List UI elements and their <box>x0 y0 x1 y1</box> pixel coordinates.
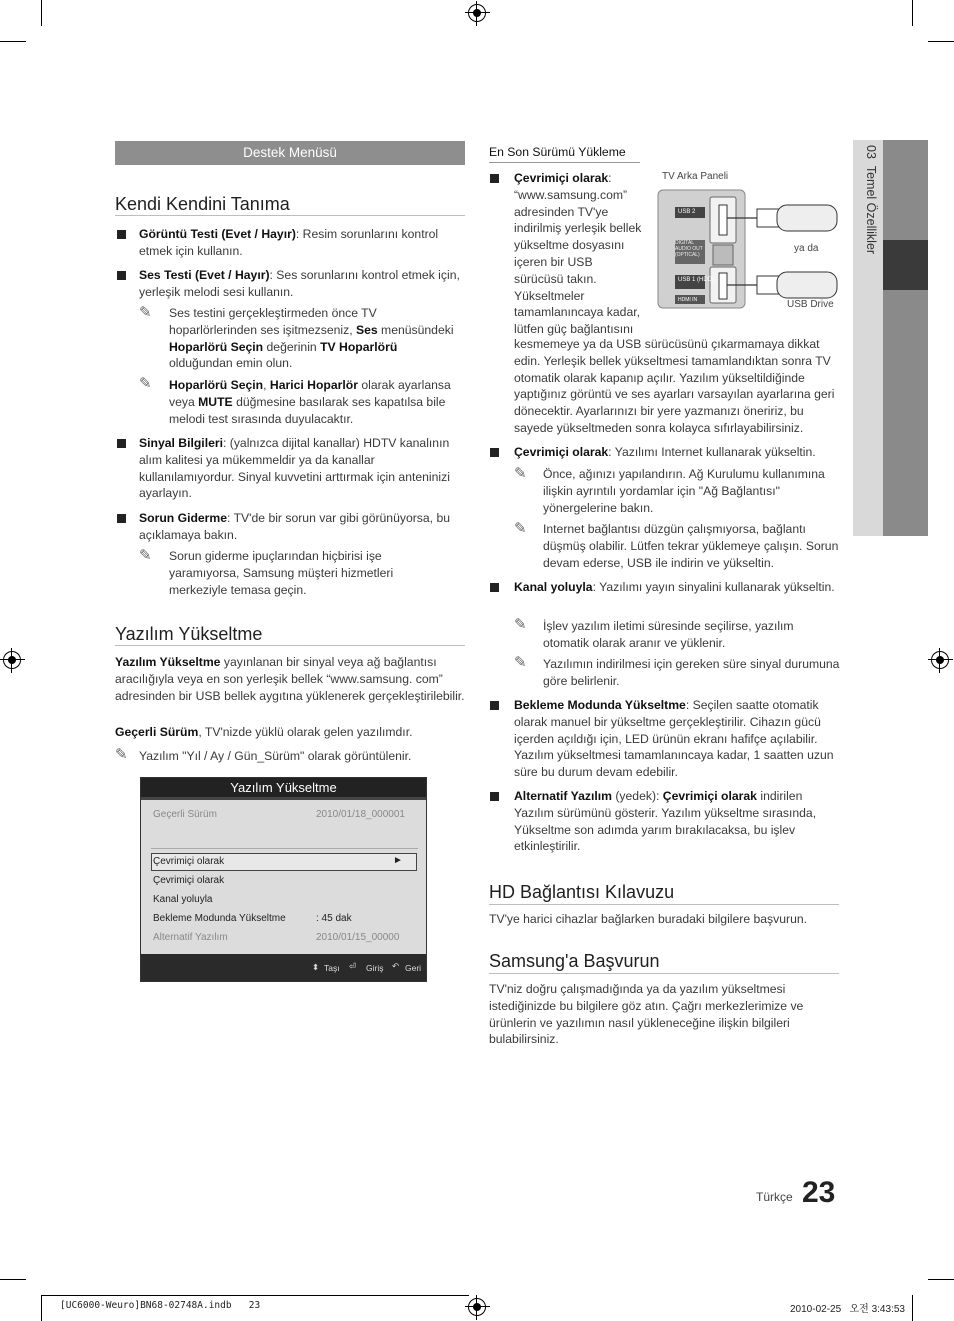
side-tab-marker <box>883 240 928 290</box>
osd-menu-item[interactable]: Çevrimiçi olarak <box>153 856 225 867</box>
section-title: Yazılım Yükseltme <box>115 624 263 644</box>
bullet-icon <box>490 792 499 801</box>
language-label: Türkçe <box>756 1190 793 1204</box>
note-pencil-icon: ✎ <box>514 654 527 671</box>
diagram-label: TV Arka Paneli <box>662 171 729 182</box>
note-pencil-icon: ✎ <box>139 304 152 321</box>
page-number: 23 <box>802 1176 836 1209</box>
return-icon: ↶ <box>392 961 400 971</box>
menu-bar: Destek Menüsü <box>115 141 465 165</box>
list-item: Bekleme Modunda Yükseltme: Seçilen saatte otomatik olarak manuel bir yükseltme gerçekleştirilir. Cihazın gücü içerden açıldığı için, LED ürünün ekranı hafifçe açılabilir. Yazılım yükseltmesi tamamlanıncaya kadar, 1 saatten uzun süre bu durum devam edebilir. <box>514 698 834 780</box>
divider <box>115 215 465 216</box>
registration-mark-icon <box>931 651 949 669</box>
bullet-icon <box>117 514 126 523</box>
port-label: HDMI IN <box>678 297 698 303</box>
osd-menu-item[interactable]: Çevrimiçi olarak <box>153 875 225 886</box>
side-tab-dark <box>883 140 928 536</box>
osd-menu-item[interactable]: Kanal yoluyla <box>153 894 213 905</box>
paragraph: TV'ye harici cihazlar bağlarken buradaki bilgilere başvurun. <box>489 912 808 926</box>
osd-title: Yazılım Yükseltme <box>141 778 426 797</box>
paragraph: Geçerli Sürüm, TV'nizde yüklü olarak gelen yazılımdır. <box>115 725 413 739</box>
list-item: Sinyal Bilgileri: (yalnızca dijital kanallar) HDTV kanalının alım kalitesi ya mükemmeldir ya da kanallar kullanılamıyordur. Sinyal kuvvetini arttırmak için anteninizi ayarlayın. <box>139 436 450 501</box>
crop-mark <box>0 41 26 42</box>
crop-mark <box>928 1279 954 1280</box>
diagram-label: ya da <box>794 243 819 254</box>
paragraph: Yazılım Yükseltme yayınlanan bir sinyal veya ağ bağlantısı aracılığıyla veya en son yerleşik bellek “www.samsung. com” adresinden bir USB bellek aygıtına yüklenerek gerçekleştirilebilir. <box>115 655 465 703</box>
list-item: Çevrimiçi olarak: Yazılımı Internet kullanarak yükseltin. <box>514 445 816 459</box>
port-label: USB 1 (HDD) <box>678 277 715 283</box>
note-pencil-icon: ✎ <box>514 616 527 633</box>
note-text: İşlev yazılım iletimi süresinde seçilirse, yazılım otomatik olarak aranır ve yüklenir. <box>543 619 794 650</box>
crop-mark <box>928 41 954 42</box>
note-text: Sorun giderme ipuçlarından hiçbirisi işe yaramıyorsa, Samsung müşteri hizmetleri merkeziyle temasa geçin. <box>169 549 394 597</box>
osd-arrow-icon: ► <box>393 855 403 866</box>
registration-mark-icon <box>468 4 486 22</box>
list-item: Çevrimiçi olarak: “www.samsung.com” adresinden TV'ye indirilmiş yerleşik bellek yükseltme dosyasını içeren bir USB sürücüsü takın. Yükseltmeler tamamlanıncaya kadar, lütfen güç bağlantısını <box>514 171 642 337</box>
diagram-label: USB Drive <box>787 299 834 310</box>
osd-menu-item: Alternatif Yazılım <box>153 932 228 943</box>
bullet-icon <box>117 271 126 280</box>
bullet-icon <box>117 230 126 239</box>
bullet-icon <box>117 439 126 448</box>
list-item: Kanal yoluyla: Yazılımı yayın sinyalini kullanarak yükseltin. <box>514 580 835 594</box>
osd-menu-item[interactable]: Bekleme Modunda Yükseltme <box>153 913 286 924</box>
bullet-icon <box>490 583 499 592</box>
registration-mark-icon <box>468 1298 486 1316</box>
slug-text: [UC6000-Weuro]BN68-02748A.indb 23 <box>60 1300 261 1311</box>
note-pencil-icon: ✎ <box>514 465 527 482</box>
slug-line <box>41 1295 469 1296</box>
section-title: Kendi Kendini Tanıma <box>115 194 290 214</box>
slug-date: 2010-02-25 오전 3:43:53 <box>790 1304 905 1315</box>
note-pencil-icon: ✎ <box>115 746 128 763</box>
list-item: Görüntü Testi (Evet / Hayır): Resim sorunlarını kontrol etmek için kullanın. <box>139 227 439 258</box>
note-pencil-icon: ✎ <box>514 520 527 537</box>
note-text: Hoparlörü Seçin, Harici Hoparlör olarak ayarlansa veya MUTE düğmesine basılarak ses kapatılsa bile melodi test sırasında duyulacaktır. <box>169 378 451 426</box>
osd-menu-value: 2010/01/15_00000 <box>316 932 400 943</box>
move-icon: ⬍ <box>312 962 320 972</box>
port-label: USB 2 <box>678 209 696 215</box>
port-label: DIGITAL AUDIO OUT (OPTICAL) <box>675 240 703 258</box>
section-title: HD Bağlantısı Kılavuzu <box>489 882 675 902</box>
osd-footer: ⬍ Taşı ⏎ Giriş ↶ Geri <box>141 954 426 981</box>
crop-mark <box>912 0 913 26</box>
list-item: Sorun Giderme: TV'de bir sorun var gibi görünüyorsa, bu açıklamaya bakın. <box>139 511 450 542</box>
software-upgrade-osd <box>140 777 427 982</box>
note-pencil-icon: ✎ <box>139 375 152 392</box>
note-pencil-icon: ✎ <box>139 547 152 564</box>
note-text: Internet bağlantısı düzgün çalışmıyorsa, bağlantı düşmüş olabilir. Lütfen tekrar yüklemeye çalışın. Sorun devam ederse, USB ile indirin ve yükseltin. <box>543 522 839 570</box>
crop-mark <box>41 0 42 26</box>
note-text: Önce, ağınızı yapılandırın. Ağ Kurulumu kullanımına ilişkin ayrıntılı yordamlar için "Ağ Bağlantısı" yönergelerine bakın. <box>543 467 825 515</box>
side-tab-label: 03 Temel Özellikler <box>864 145 878 255</box>
note-text: Yazılım "Yıl / Ay / Gün_Sürüm" olarak görüntülenir. <box>139 749 412 763</box>
section-title: Samsung'a Başvurun <box>489 951 660 971</box>
crop-mark <box>912 1295 913 1321</box>
note-text: Yazılımın indirilmesi için gereken süre sinyal durumuna göre belirlenir. <box>543 657 840 688</box>
enter-icon: ⏎ <box>349 961 357 971</box>
osd-current-value: 2010/01/18_000001 <box>316 809 405 820</box>
list-item: Ses Testi (Evet / Hayır): Ses sorunlarını kontrol etmek için, yerleşik melodi sesi kullanın. <box>139 268 460 299</box>
registration-mark-icon <box>3 651 21 669</box>
bullet-icon <box>490 448 499 457</box>
osd-current-label: Geçerli Sürüm <box>153 809 217 820</box>
divider <box>115 645 465 646</box>
bullet-icon <box>490 174 499 183</box>
divider <box>489 904 839 905</box>
subheading: En Son Sürümü Yükleme <box>489 145 626 159</box>
divider <box>489 973 839 974</box>
osd-menu-value: : 45 dak <box>316 913 352 924</box>
paragraph: TV'niz doğru çalışmadığında ya da yazılım yükseltmesi istediğinizde bu bilgilere göz atın. Çağrı merkezlerimize ve ürünlerin ve yazılımın nasıl yükleneceğine ilişkin bilgileri bulabilirsiniz. <box>489 982 804 1047</box>
divider <box>489 162 640 163</box>
list-item-cont: kesmemeye ya da USB sürücüsünü çıkarmamaya dikkat edin. Yerleşik bellek yükseltmesi tamamlandıktan sonra TV otomatik olarak kapanıp açılır. Yazılım yükseltildiğinde yaptığınız görüntü ve ses ayarları varsayılan ayarlarına geri dönecektir. Ayarlarınızı bir yere yazmanızı öneririz, bu sayede yükseltmeden sonra kolayca sıfırlayabilirsiniz. <box>514 337 835 435</box>
note-text: Ses testini gerçekleştirmeden önce TV hoparlörlerinden ses işitmezseniz, Ses menüsündeki Hoparlörü Seçin değerinin TV Hoparlörü olduğundan emin olun. <box>169 306 454 371</box>
list-item: Alternatif Yazılım (yedek): Çevrimiçi olarak indirilen Yazılım sürümünü gösterir. Yazılım yükseltme sırasında, Yükseltme son adımda yarım bırakılacaksa, bu işlev etkinleştirilir. <box>514 789 817 854</box>
bullet-icon <box>490 701 499 710</box>
crop-mark <box>0 1279 26 1280</box>
